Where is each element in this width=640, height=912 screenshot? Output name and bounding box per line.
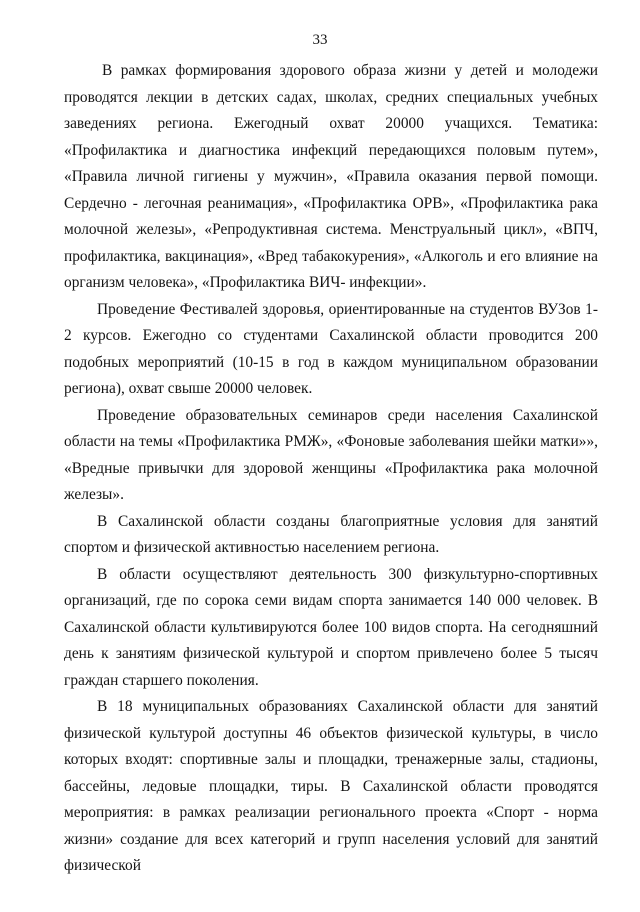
paragraph-health-festivals: Проведение Фестивалей здоровья, ориентированные на студентов ВУЗов 1-2 курсов. Ежегодно со студентами Сахалинской области проводится 200 подобных мероприятий (10-15 в год в каждом муниципальном образовании региона), охват свыше 20000 человек.: [64, 300, 598, 397]
paragraph-educational-seminars: Проведение образовательных семинаров среди населения Сахалинской области на темы «Профилактика РМЖ», «Фоновые заболевания шейки матки»», «Вредные привычки для здоровой женщины «Профилактика рака молочной железы».: [64, 406, 598, 503]
paragraph-sport-organizations: В области осуществляют деятельность 300 физкультурно-спортивных организаций, где по сорока семи видам спорта занимается 140 000 человек. В Сахалинской области культивируются более 100 видов спорта. На сегодняшний день к занятиям физической культурой и спортом привлечено более 5 тысяч граждан старшего поколения.: [64, 565, 598, 689]
document-body: [64, 58, 598, 880]
paragraph-health-lectures: В рамках формирования здорового образа жизни у детей и молодежи проводятся лекции в детских садах, школах, средних специальных учебных заведениях региона. Ежегодный охват 20000 учащихся. Тематика: «Профилактика и диагностика инфекций передающихся половым путем», «Правила личной гигиены у мужчин», «Правила оказания первой помощи. Сердечно - легочная реанимация», «Профилактика ОРВ», «Профилактика рака молочной железы», «Репродуктивная система. Менструальный цикл», «ВПЧ, профилактика, вакцинация», «Вред табакокурения», «Алкоголь и его влияние на организм человека», «Профилактика ВИЧ- инфекции».: [64, 62, 598, 291]
paragraph-sport-facilities: В 18 муниципальных образованиях Сахалинской области для занятий физической культурой доступны 46 объектов физической культуры, в число которых входят: спортивные залы и площадки, тренажерные залы, стадионы, бассейны, ледовые площадки, тиры. В Сахалинской области проводятся мероприятия: в рамках реализации регионального проекта «Спорт - норма жизни» создание для всех категорий и групп населения условий для занятий физической: [64, 698, 598, 874]
page-number: 33: [312, 32, 328, 48]
paragraph-sport-conditions: В Сахалинской области созданы благоприятные условия для занятий спортом и физической активностью населением региона.: [64, 512, 598, 556]
